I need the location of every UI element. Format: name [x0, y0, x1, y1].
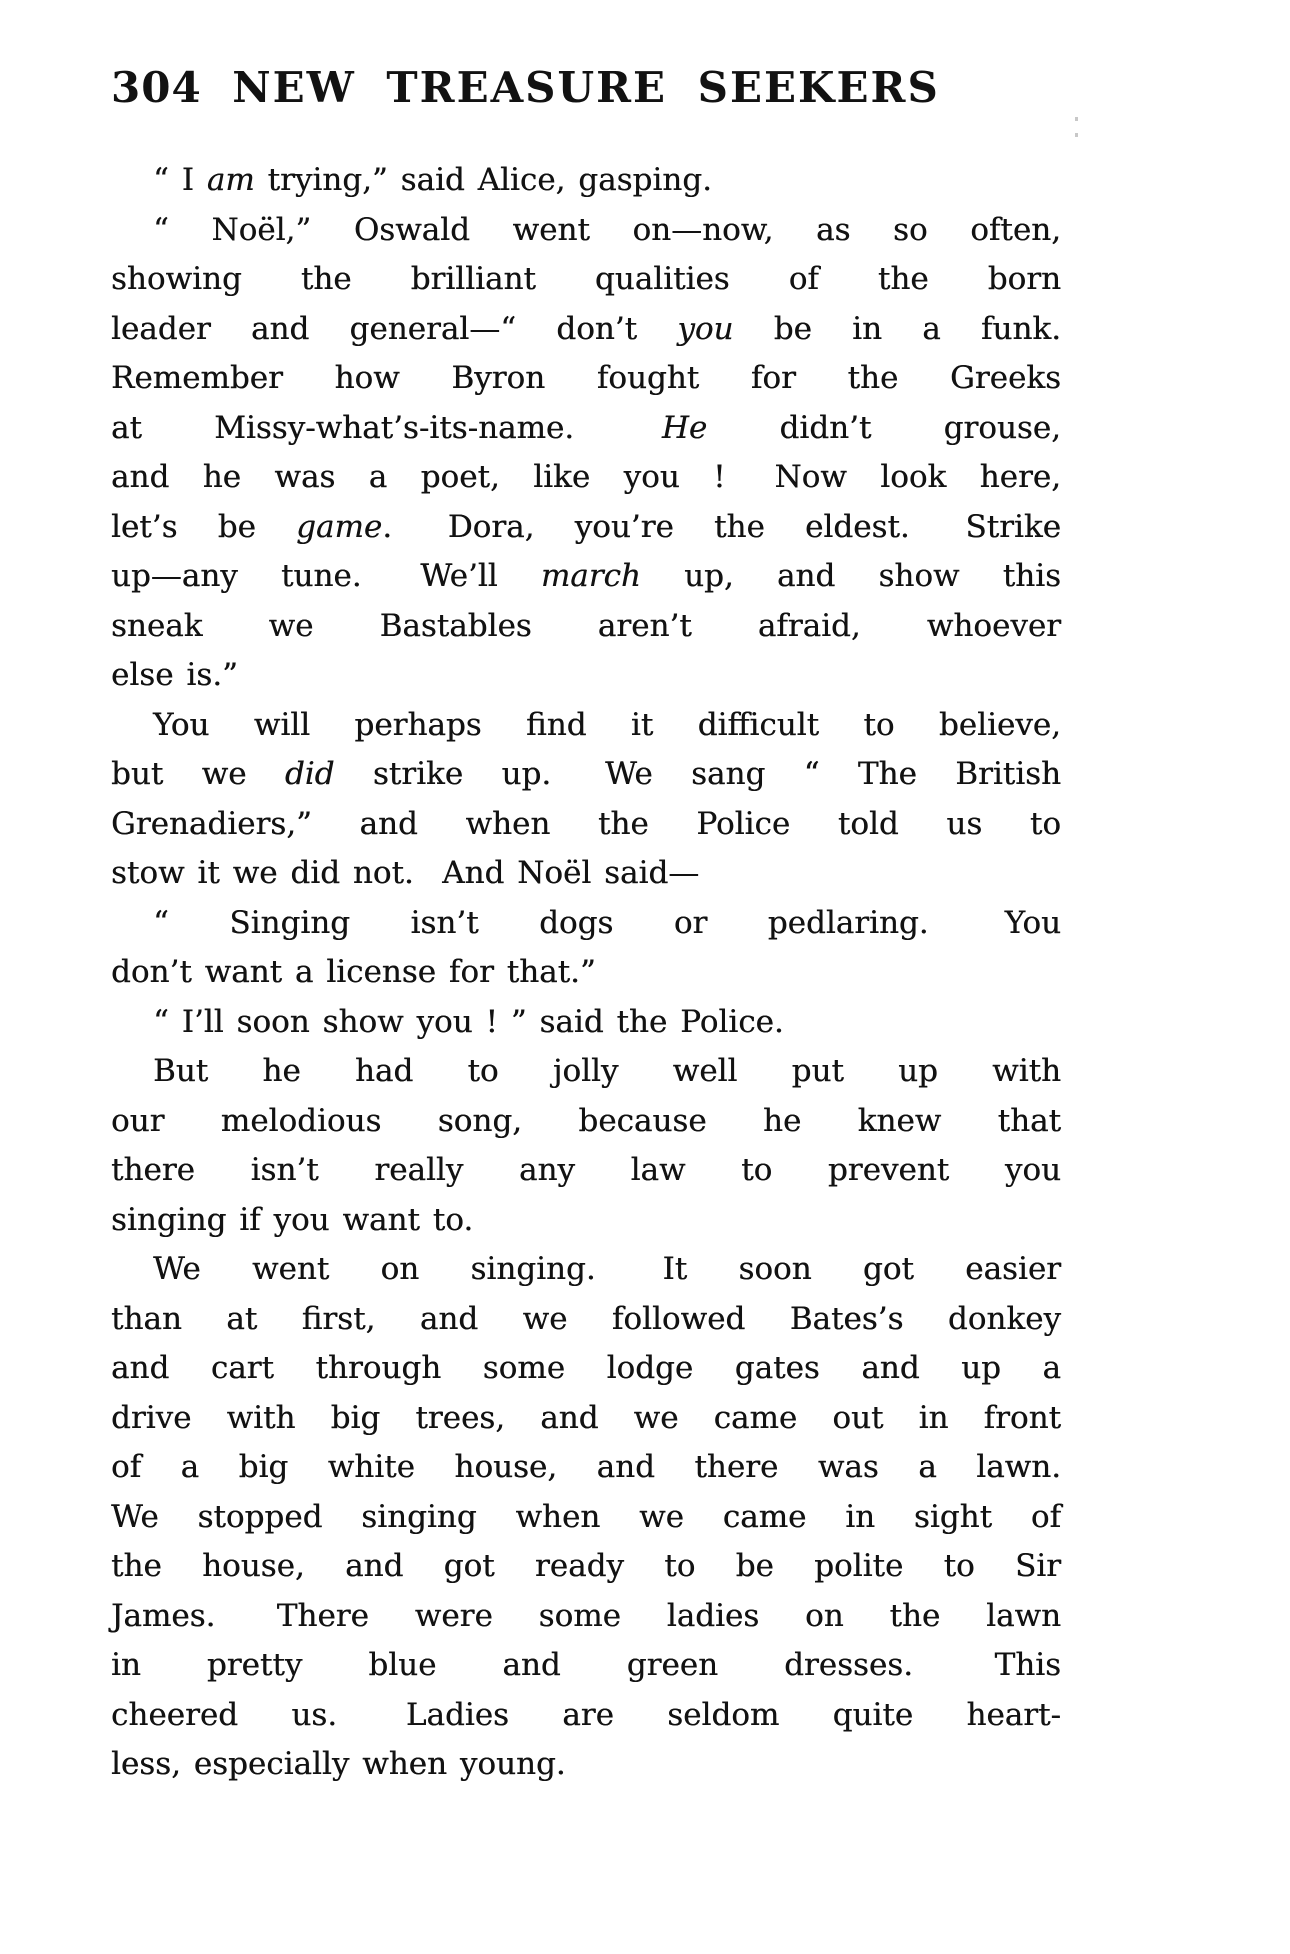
scan-artifact — [1075, 117, 1079, 143]
text-line — [111, 552, 1061, 602]
text-segment: drive with big trees, and we came out in front — [111, 1399, 1061, 1436]
text-line — [111, 750, 1061, 800]
text-segment: up, and show this — [640, 558, 1061, 594]
text-line — [111, 1641, 1061, 1691]
text-line — [111, 503, 1061, 553]
text-line — [111, 1443, 1061, 1493]
text-segment: showing the brilliant qualities of the born — [111, 261, 1061, 297]
text-segment: strike up. We sang “ The British — [334, 756, 1061, 792]
text-segment-italic: am — [206, 162, 255, 198]
text-line — [111, 206, 1061, 256]
text-line — [111, 1047, 1061, 1097]
text-line — [111, 1740, 1061, 1790]
text-line — [111, 255, 1061, 305]
text-segment: singing if you want to. — [111, 1201, 474, 1238]
text-segment-italic: He — [661, 409, 708, 446]
text-segment: than at first, and we followed Bates’s donkey — [111, 1300, 1061, 1337]
text-segment: the house, and got ready to be polite to Sir — [111, 1548, 1061, 1584]
text-segment: We went on singing. It soon got easier — [153, 1251, 1061, 1287]
text-line — [111, 1097, 1061, 1147]
text-segment: Remember how Byron fought for the Greeks — [111, 360, 1061, 396]
text-segment: up—any tune. We’ll — [111, 558, 541, 594]
text-line — [111, 305, 1061, 355]
text-line — [111, 1592, 1061, 1642]
page-body — [111, 156, 1061, 1790]
text-line — [111, 948, 1061, 998]
text-segment: trying,” said Alice, gasping. — [254, 162, 712, 198]
text-segment: be in a funk. — [733, 310, 1062, 347]
text-line — [111, 1245, 1061, 1295]
text-line — [111, 899, 1061, 949]
text-segment: We stopped singing when we came in sight of — [111, 1498, 1061, 1535]
text-segment: Grenadiers,” and when the Police told us to — [111, 805, 1061, 842]
text-line — [111, 1196, 1061, 1246]
text-segment: at Missy-what’s-its-name. — [111, 409, 662, 446]
text-segment: sneak we Bastables aren’t afraid, whoever — [111, 607, 1061, 644]
text-segment: “ Noël,” Oswald went on—now, as so often, — [153, 211, 1061, 248]
text-segment: “ I — [153, 162, 207, 198]
text-segment: there isn’t really any law to prevent you — [111, 1152, 1061, 1188]
text-segment: in pretty blue and green dresses. This — [111, 1647, 1061, 1683]
text-segment: didn’t grouse, — [707, 409, 1061, 446]
text-segment: leader and general—“ don’t — [111, 310, 678, 347]
text-line — [111, 998, 1061, 1048]
text-segment-italic: march — [540, 558, 641, 594]
text-line — [111, 156, 1061, 206]
text-segment: James. There were some ladies on the lawn — [111, 1597, 1061, 1634]
text-line — [111, 453, 1061, 503]
page-number: 304 — [111, 63, 202, 112]
text-segment: You will perhaps find it difficult to believe, — [153, 706, 1061, 743]
text-segment: stow it we did not. And Noël said— — [111, 855, 700, 891]
text-segment: . Dora, you’re the eldest. Strike — [382, 508, 1061, 545]
text-line — [111, 1344, 1061, 1394]
text-segment: “ I’ll soon show you ! ” said the Police. — [153, 1003, 784, 1040]
text-segment: cheered us. Ladies are seldom quite heart- — [111, 1696, 1061, 1733]
running-title: NEW TREASURE SEEKERS — [232, 63, 940, 112]
text-line — [111, 1542, 1061, 1592]
text-line — [111, 849, 1061, 899]
text-segment: and he was a poet, like you ! Now look here, — [111, 459, 1061, 495]
text-line — [111, 1146, 1061, 1196]
text-segment: don’t want a license for that.” — [111, 954, 596, 990]
text-line — [111, 1394, 1061, 1444]
text-line — [111, 800, 1061, 850]
text-segment: But he had to jolly well put up with — [153, 1053, 1061, 1089]
text-segment-italic: did — [284, 756, 335, 792]
text-segment: and cart through some lodge gates and up a — [111, 1350, 1061, 1386]
page-header — [111, 63, 1061, 114]
text-line — [111, 354, 1061, 404]
text-line — [111, 701, 1061, 751]
text-segment-italic: game — [296, 508, 383, 545]
text-line — [111, 1691, 1061, 1741]
text-segment: “ Singing isn’t dogs or pedlaring. You — [153, 904, 1061, 941]
text-segment: let’s be — [111, 508, 297, 545]
text-line — [111, 1295, 1061, 1345]
text-segment: but we — [111, 756, 285, 792]
text-segment: of a big white house, and there was a lawn. — [111, 1449, 1061, 1485]
text-segment-italic: you — [677, 310, 734, 347]
text-line — [111, 602, 1061, 652]
text-line — [111, 1493, 1061, 1543]
text-segment: else is.” — [111, 657, 238, 693]
text-line — [111, 651, 1061, 701]
text-segment: less, especially when young. — [111, 1746, 566, 1782]
text-line — [111, 404, 1061, 454]
text-segment: our melodious song, because he knew that — [111, 1102, 1061, 1139]
